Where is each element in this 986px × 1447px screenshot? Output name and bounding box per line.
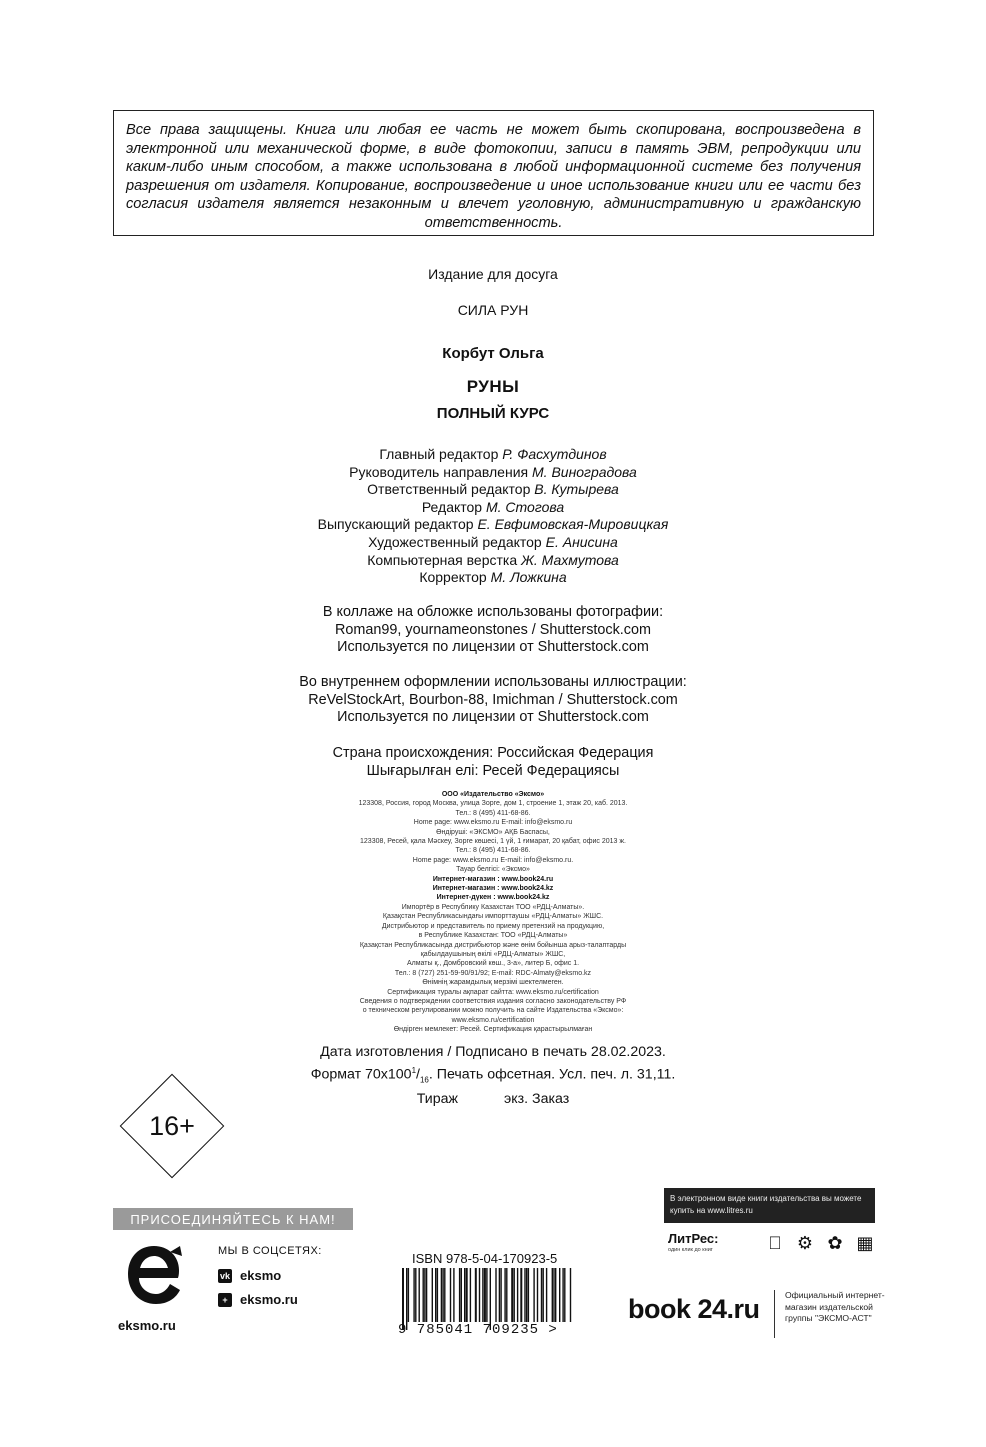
litres-tagline: один клик до книг (668, 1247, 713, 1253)
format-sup: 1 (411, 1065, 417, 1075)
credit-line (0, 464, 986, 482)
credit-person: В. Кутырева (534, 481, 619, 498)
book24-separator (774, 1290, 775, 1338)
credit-person: М. Ложкина (490, 569, 567, 586)
format-sub: 16 (419, 1075, 429, 1085)
format-prefix: Формат 70x100 (310, 1066, 412, 1083)
eksmo-logo-icon (124, 1242, 184, 1312)
eksmo-site-label: eksmo.ru (118, 1318, 176, 1333)
imprint-line: Өндіруші: «ЭКСМО» АҚБ Баспасы, (436, 828, 550, 836)
imprint-line: www.eksmo.ru/certification (451, 1016, 535, 1024)
credit-line (0, 534, 986, 552)
imprint-line: Дистрибьютор и представитель по приему претензий на продукцию, (381, 922, 605, 930)
interior-illustrations-credit (0, 674, 986, 727)
tirazh-label: Тираж (416, 1090, 459, 1107)
credit-text: В коллаже на обложке использованы фотографии: (322, 604, 664, 620)
social-vk[interactable] (218, 1268, 281, 1283)
series-name: СИЛА РУН (457, 302, 529, 318)
imprint-line: Home page: www.eksmo.ru E-mail: info@eksmo.ru (413, 819, 573, 827)
credit-person: Ж. Махмутова (521, 551, 619, 568)
barcode-digits: 9 785041 709235 > (398, 1322, 558, 1338)
imprint-line: Home page: www.eksmo.ru E-mail: info@eksmo.ru. (412, 856, 574, 864)
country-of-origin (0, 744, 986, 780)
age-rating-label: 16+ (149, 1110, 195, 1141)
credit-line (0, 516, 986, 534)
imprint-line: Тел.: 8 (727) 251-59-90/91/92; E-mail: RDC-Almaty@eksmo.kz (394, 969, 592, 977)
imprint-line: Қазақстан Республикасында дистрибьютор және өнім бойынша арыз-талаптарды (359, 941, 627, 949)
print-date: Дата изготовления / Подписано в печать 28.02.2023. (320, 1044, 666, 1060)
zakaz-label: экз. Заказ (504, 1090, 570, 1107)
android-icon: ⚙ (796, 1232, 814, 1253)
litres-banner: В электронном виде книги издательства вы можете купить на www.litres.ru (664, 1188, 875, 1223)
credit-line (0, 446, 986, 464)
book24-logo: book 24.ru (628, 1294, 760, 1324)
edition-type: Издание для досуга (428, 266, 558, 282)
credit-line (0, 569, 986, 587)
credit-role: Компьютерная верстка (367, 551, 518, 568)
imprint-line: 123308, Россия, город Москва, улица Зорге, дом 1, строение 1, этаж 20, каб. 2013. (358, 800, 628, 808)
imprint-line: ООО «Издательство «Эксмо» (441, 791, 545, 798)
credit-person: М. Виноградова (532, 463, 637, 480)
imprint-line: Тауар белгісі: «Эксмо» (456, 866, 530, 874)
windows-icon: ▦ (856, 1232, 874, 1253)
credit-line (0, 499, 986, 517)
imprint-line: Интернет-магазин : www.book24.kz (432, 885, 554, 893)
imprint-line: Өндірген мемлекет: Ресей. Сертификация қарастырылмаған (393, 1026, 593, 1034)
format-suffix: . Печать офсетная. Усл. печ. л. 31,11. (428, 1066, 676, 1083)
credit-text: Roman99, yournameonstones / Shutterstock.com (335, 621, 651, 638)
imprint-line: Интернет-магазин : www.book24.ru (432, 875, 554, 883)
age-rating-badge (120, 1074, 224, 1178)
windows-phone-icon: ✿ (827, 1232, 843, 1253)
credits-list (0, 446, 986, 587)
credit-person: Е. Евфимовская-Мировицкая (477, 516, 669, 533)
credit-person: М. Стогова (485, 498, 565, 515)
credit-person: Р. Фасхутдинов (502, 446, 607, 462)
credit-role: Художественный редактор (368, 533, 542, 550)
litres-logo: ЛитРес: (668, 1231, 719, 1246)
social-vk-label: eksmo (240, 1268, 282, 1283)
credit-text: Во внутреннем оформлении использованы иллюстрации: (299, 674, 687, 690)
credit-text: Используется по лицензии от Shutterstock.com (337, 709, 649, 726)
imprint-line: Қазақстан Республикасындағы импорттаушы «РДЦ-Алматы» ЖШС. (382, 913, 604, 921)
cover-photos-credit (0, 604, 986, 657)
credit-line (0, 481, 986, 499)
imprint-line: Алматы қ., Домбровский көш., 3-а», литер Б, офис 1. (406, 960, 580, 968)
imprint-line: Импортёр в Республику Казахстан ТОО «РДЦ-Алматы». (401, 903, 585, 911)
imprint-line: о техническом регулировании можно получить на сайте Издательства «Эксмо»: (362, 1007, 624, 1015)
plus-icon: + (218, 1293, 232, 1307)
rights-notice: Все права защищены. Книга или любая ее часть не может быть скопирована, воспроизведена в электронной или механической форме, в виде фотокопии, записи в память ЭВМ, репродукции или каким-либо иным способом, а также использована в любой информационной системе без получения разрешения от издателя. Копирование, воспроизведение и иное использование книги или ее части без согласия издателя является незаконным и влечет уголовную, административную и гражданскую ответственность. (113, 110, 874, 236)
apple-icon (764, 1232, 786, 1254)
credit-role: Руководитель направления (349, 463, 529, 480)
credit-role: Выпускающий редактор (317, 516, 474, 533)
book24-description: Официальный интернет-магазин издательской группы "ЭКСМО-АСТ" (785, 1290, 885, 1323)
imprint-line: в Республике Казахстан: ТОО «РДЦ-Алматы» (418, 932, 568, 940)
author-name: Корбут Ольга (442, 345, 544, 362)
imprint-line: Өнімнің жарамдылық мерзімі шектелмеген. (422, 979, 564, 987)
book-subtitle: ПОЛНЫЙ КУРС (436, 405, 550, 422)
store-icons (764, 1232, 876, 1254)
credit-line (0, 552, 986, 570)
social-site-label: eksmo.ru (240, 1292, 298, 1307)
credit-role: Корректор (419, 569, 487, 586)
imprint-line: Сертификация туралы ақпарат сайтта: www.eksmo.ru/certification (387, 988, 599, 996)
credit-text: Используется по лицензии от Shutterstock.com (337, 639, 649, 656)
imprint-line: Тел.: 8 (495) 411-68-86. (455, 809, 531, 817)
isbn-label: ISBN 978-5-04-170923-5 (412, 1251, 558, 1266)
join-us-banner: ПРИСОЕДИНЯЙТЕСЬ К НАМ! (113, 1208, 353, 1230)
imprint-line: қабылдаушының өкілі «РДЦ-Алматы» ЖШС, (420, 950, 566, 958)
credit-person: Е. Анисина (545, 533, 618, 550)
imprint-line: 123308, Ресей, қала Мәскеу, Зорге көшесі, 1 үй, 1 ғимарат, 20 қабат, офис 2013 ж. (360, 838, 626, 846)
imprint-line: Интернет-дүкен : www.book24.kz (436, 894, 550, 902)
publisher-imprint (0, 790, 986, 1035)
imprint-line: Тел.: 8 (495) 411-68-86. (455, 847, 531, 855)
credit-role: Главный редактор (379, 446, 499, 462)
social-site[interactable] (218, 1292, 298, 1307)
book-title: РУНЫ (466, 377, 520, 396)
credit-text: ReVelStockArt, Bourbon-88, Imichman / Shutterstock.com (308, 691, 678, 708)
vk-icon: vk (219, 1270, 230, 1281)
social-title: МЫ В СОЦСЕТЯХ: (218, 1245, 322, 1257)
format-slash: / (416, 1066, 420, 1083)
imprint-line: Сведения о подтверждении соответствия издания согласно законодательству РФ (359, 997, 627, 1005)
credit-role: Ответственный редактор (367, 481, 531, 498)
origin-line: Страна происхождения: Российская Федерация (332, 745, 654, 761)
credit-role: Редактор (421, 498, 483, 515)
origin-line: Шығарылған елі: Ресей Федерациясы (366, 763, 620, 779)
